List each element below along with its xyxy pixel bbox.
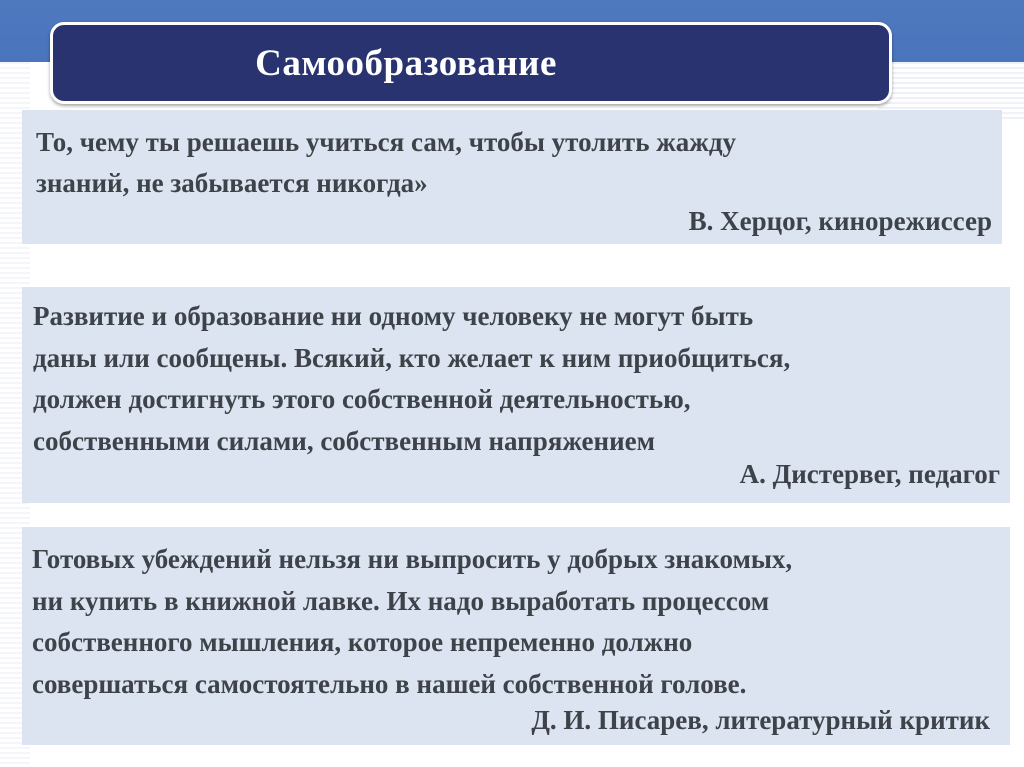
quote-author: А. Дистервег, педагог [739, 459, 1000, 489]
quote-text: Развитие и образование ни одному человеку не могут быть даны или сообщены. Всякий, кто желает к ним приобщиться, должен достигнуть этого собственной деятельностью, собственными силами, собственным напряжением [33, 301, 791, 456]
quote-author: Д. И. Писарев, литературный критик [531, 705, 990, 735]
slide-title: Самообразование [255, 42, 557, 84]
quote-text: Готовых убеждений нельзя ни выпросить у добрых знакомых, ни купить в книжной лавке. Их надо выработать процессом собственного мышления, которое непременно должно совершаться самостоятельно в нашей собственной голове. [32, 544, 793, 699]
quote-box-diesterweg [22, 287, 1010, 503]
quote-box-herzog [22, 110, 1002, 244]
quote-author: В. Херцог, кинорежиссер [688, 206, 992, 236]
quote-text: То, чему ты решаешь учиться сам, чтобы утолить жажду знаний, не забывается никогда» [36, 127, 737, 198]
title-bar [50, 22, 892, 104]
quote-box-pisarev [22, 527, 1010, 745]
